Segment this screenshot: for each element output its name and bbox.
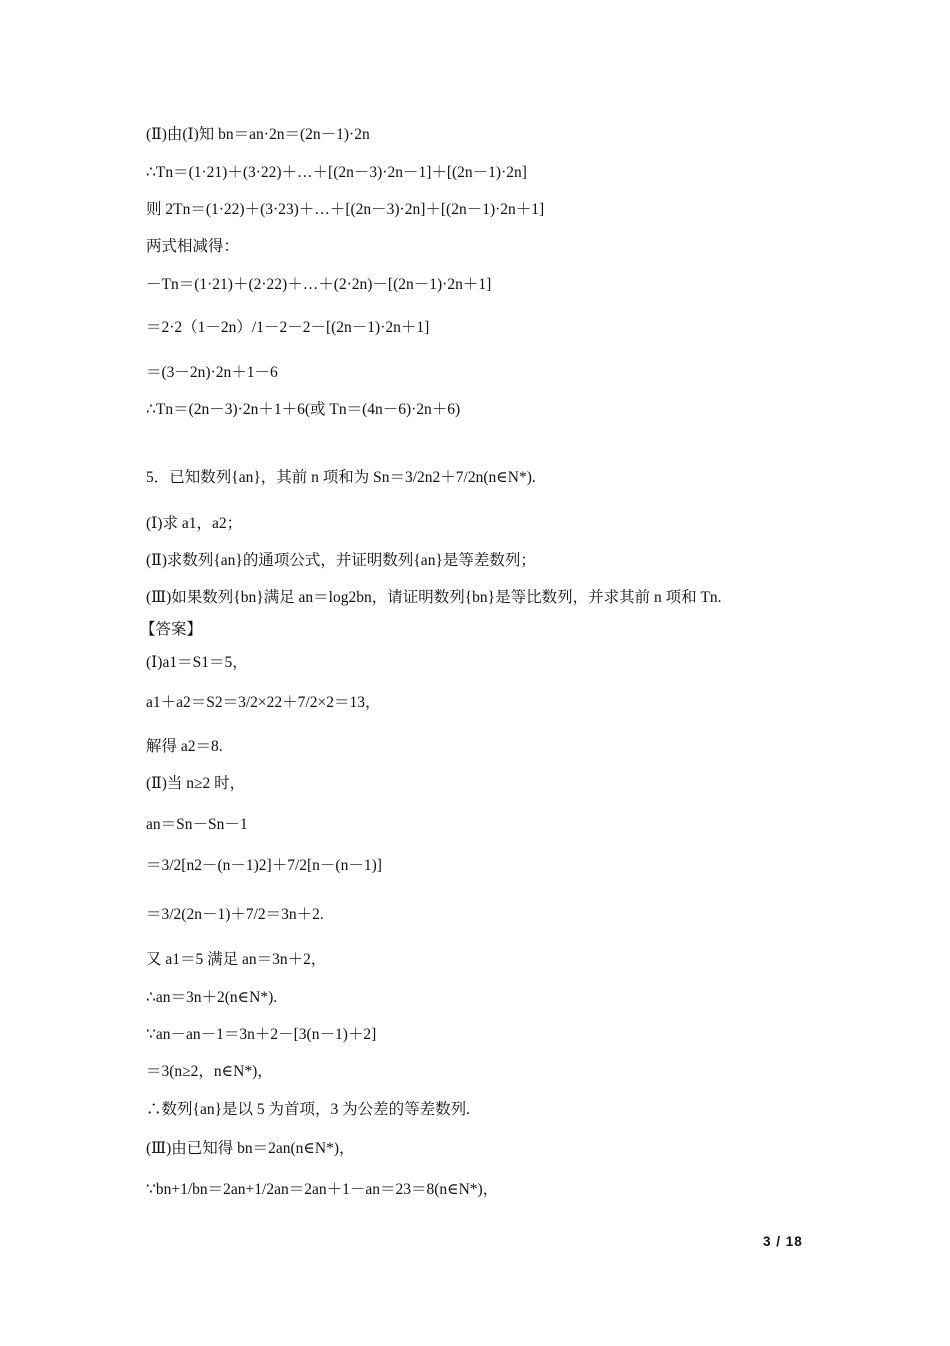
answer-line-2: a1＋a2＝S2＝3/2×22＋7/2×2＝13，: [146, 694, 381, 711]
line-7: ＝(3－2n)·2n＋1－6: [146, 364, 278, 381]
answer-line-11: ＝3(n≥2，n∈N*)，: [146, 1063, 273, 1080]
answer-heading: 【答案】: [140, 621, 203, 638]
answer-line-14: ∵bn+1/bn＝2an+1/2an＝2an＋1－an＝23＝8(n∈N*)，: [146, 1181, 499, 1198]
question-part-2: (Ⅱ)求数列{an}的通项公式，并证明数列{an}是等差数列；: [146, 552, 536, 569]
answer-line-4: (Ⅱ)当 n≥2 时，: [146, 775, 246, 792]
answer-line-8: 又 a1＝5 满足 an＝3n＋2，: [146, 951, 327, 968]
answer-line-5: an＝Sn－Sn－1: [146, 816, 248, 833]
question-part-1: (Ⅰ)求 a1，a2；: [146, 515, 243, 532]
question-part-3: (Ⅲ)如果数列{bn}满足 an＝log2bn，请证明数列{bn}是等比数列，并求其前 n 项和 Tn.: [146, 589, 722, 606]
line-3: 则 2Tn＝(1·22)＋(3·23)＋…＋[(2n－3)·2n]＋[(2n－1)·2n＋1]: [146, 201, 545, 218]
question-5: 5．已知数列{an}，其前 n 项和为 Sn＝3/2n2＋7/2n(n∈N*).: [146, 469, 536, 486]
answer-line-10: ∵an－an－1＝3n＋2－[3(n－1)＋2]: [146, 1026, 377, 1043]
answer-line-7: ＝3/2(2n－1)＋7/2＝3n＋2.: [146, 906, 324, 923]
answer-line-1: (Ⅰ)a1＝S1＝5，: [146, 654, 248, 671]
answer-line-3: 解得 a2＝8.: [146, 738, 223, 755]
line-8: ∴Tn＝(2n－3)·2n＋1＋6(或 Tn＝(4n－6)·2n＋6): [146, 401, 461, 418]
line-4: 两式相减得：: [146, 238, 240, 255]
answer-line-13: (Ⅲ)由已知得 bn＝2an(n∈N*)，: [146, 1140, 355, 1157]
answer-line-9: ∴an＝3n＋2(n∈N*).: [146, 989, 278, 1006]
answer-line-6: ＝3/2[n2－(n－1)2]＋7/2[n－(n－1)]: [146, 857, 382, 874]
page-number: 3 / 18: [763, 1234, 803, 1249]
line-2: ∴Tn＝(1·21)＋(3·22)＋…＋[(2n－3)·2n－1]＋[(2n－1)·2n]: [146, 164, 527, 181]
line-5: －Tn＝(1·21)＋(2·22)＋…＋(2·2n)－[(2n－1)·2n＋1]: [146, 276, 492, 293]
answer-line-12: ∴数列{an}是以 5 为首项，3 为公差的等差数列.: [146, 1101, 471, 1118]
line-6: ＝2·2（1－2n）/1－2－2－[(2n－1)·2n＋1]: [146, 319, 430, 336]
line-1: (Ⅱ)由(Ⅰ)知 bn＝an·2n＝(2n－1)·2n: [146, 126, 370, 143]
